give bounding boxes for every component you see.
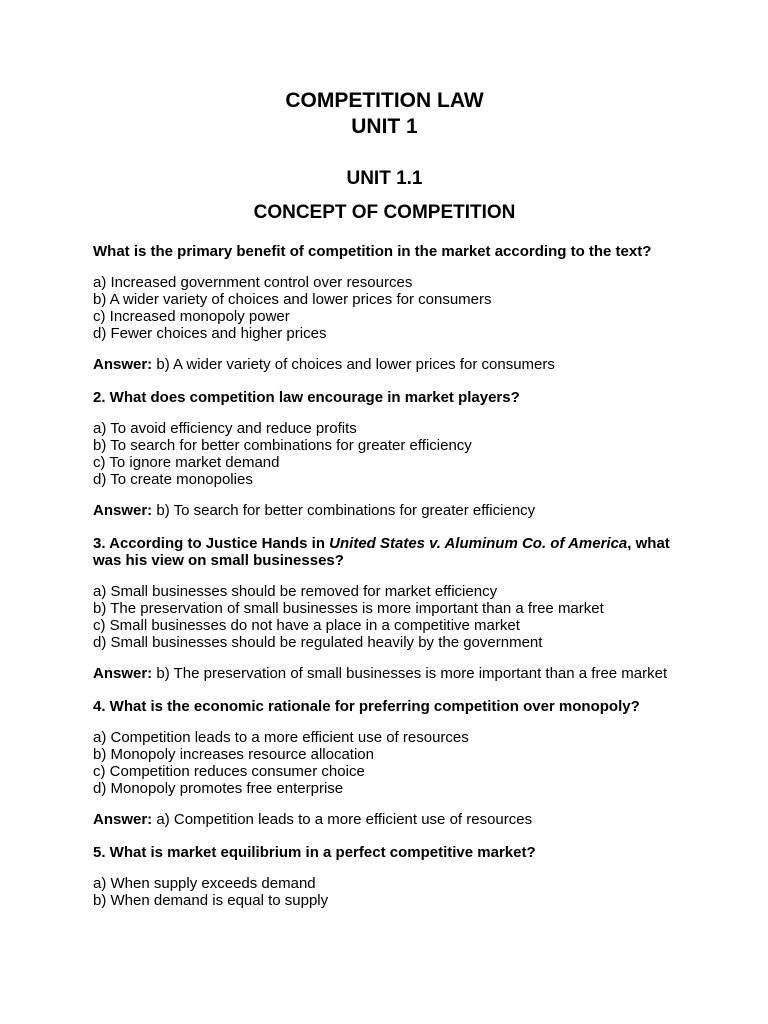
- answer-text: b) To search for better combinations for greater efficiency: [156, 502, 536, 519]
- question-prefix: 3. According to Justice Hands in: [93, 535, 330, 552]
- answer-text: b) A wider variety of choices and lower prices for consumers: [156, 356, 555, 373]
- section-heading: CONCEPT OF COMPETITION: [253, 202, 516, 223]
- option-d: d) Fewer choices and higher prices: [93, 325, 327, 342]
- question-block-1: [93, 243, 676, 373]
- option-b: b) To search for better combinations for greater efficiency: [93, 437, 472, 454]
- option-b: b) When demand is equal to supply: [93, 892, 329, 909]
- question-block-4: [93, 698, 676, 828]
- question-suffix: , what was his view on small businesses?: [93, 535, 670, 569]
- question-text: What is the primary benefit of competition in the market according to the text?: [93, 243, 652, 260]
- document-title: COMPETITION LAW: [285, 89, 484, 112]
- option-a: a) When supply exceeds demand: [93, 875, 316, 892]
- option-a: a) Competition leads to a more efficient use of resources: [93, 729, 469, 746]
- option-b: b) The preservation of small businesses is more important than a free market: [93, 600, 604, 617]
- question-text: 5. What is market equilibrium in a perfect competitive market?: [93, 844, 536, 861]
- options-list: [93, 875, 676, 909]
- answer-text: a) Competition leads to a more efficient use of resources: [156, 811, 533, 828]
- option-d: d) To create monopolies: [93, 471, 253, 488]
- answer-label: Answer:: [93, 356, 153, 373]
- option-a: a) To avoid efficiency and reduce profits: [93, 420, 357, 437]
- options-list: [93, 274, 676, 342]
- question-block-3: [93, 535, 676, 682]
- answer-label: Answer:: [93, 665, 153, 682]
- question-text: [93, 535, 676, 569]
- option-c: c) To ignore market demand: [93, 454, 280, 471]
- question-block-5: [93, 844, 676, 909]
- question-text: 4. What is the economic rationale for preferring competition over monopoly?: [93, 698, 640, 715]
- option-a: a) Small businesses should be removed for market efficiency: [93, 583, 498, 600]
- subunit-heading: UNIT 1.1: [346, 168, 423, 189]
- option-d: d) Small businesses should be regulated heavily by the government: [93, 634, 543, 651]
- title-block: [93, 0, 676, 140]
- option-d: d) Monopoly promotes free enterprise: [93, 780, 344, 797]
- answer-line: [93, 356, 676, 373]
- options-list: [93, 583, 676, 651]
- question-text: 2. What does competition law encourage in market players?: [93, 389, 520, 406]
- option-b: b) Monopoly increases resource allocation: [93, 746, 374, 763]
- answer-line: [93, 811, 676, 828]
- unit-heading: UNIT 1: [351, 115, 418, 138]
- option-c: c) Competition reduces consumer choice: [93, 763, 365, 780]
- option-a: a) Increased government control over resources: [93, 274, 413, 291]
- answer-label: Answer:: [93, 811, 153, 828]
- answer-line: [93, 665, 676, 682]
- option-c: c) Increased monopoly power: [93, 308, 290, 325]
- case-name: United States v. Aluminum Co. of America: [329, 535, 628, 552]
- options-list: [93, 729, 676, 797]
- question-block-2: [93, 389, 676, 519]
- answer-label: Answer:: [93, 502, 153, 519]
- answer-text: b) The preservation of small businesses is more important than a free market: [156, 665, 668, 682]
- answer-line: [93, 502, 676, 519]
- option-b: b) A wider variety of choices and lower prices for consumers: [93, 291, 492, 308]
- options-list: [93, 420, 676, 488]
- option-c: c) Small businesses do not have a place in a competitive market: [93, 617, 520, 634]
